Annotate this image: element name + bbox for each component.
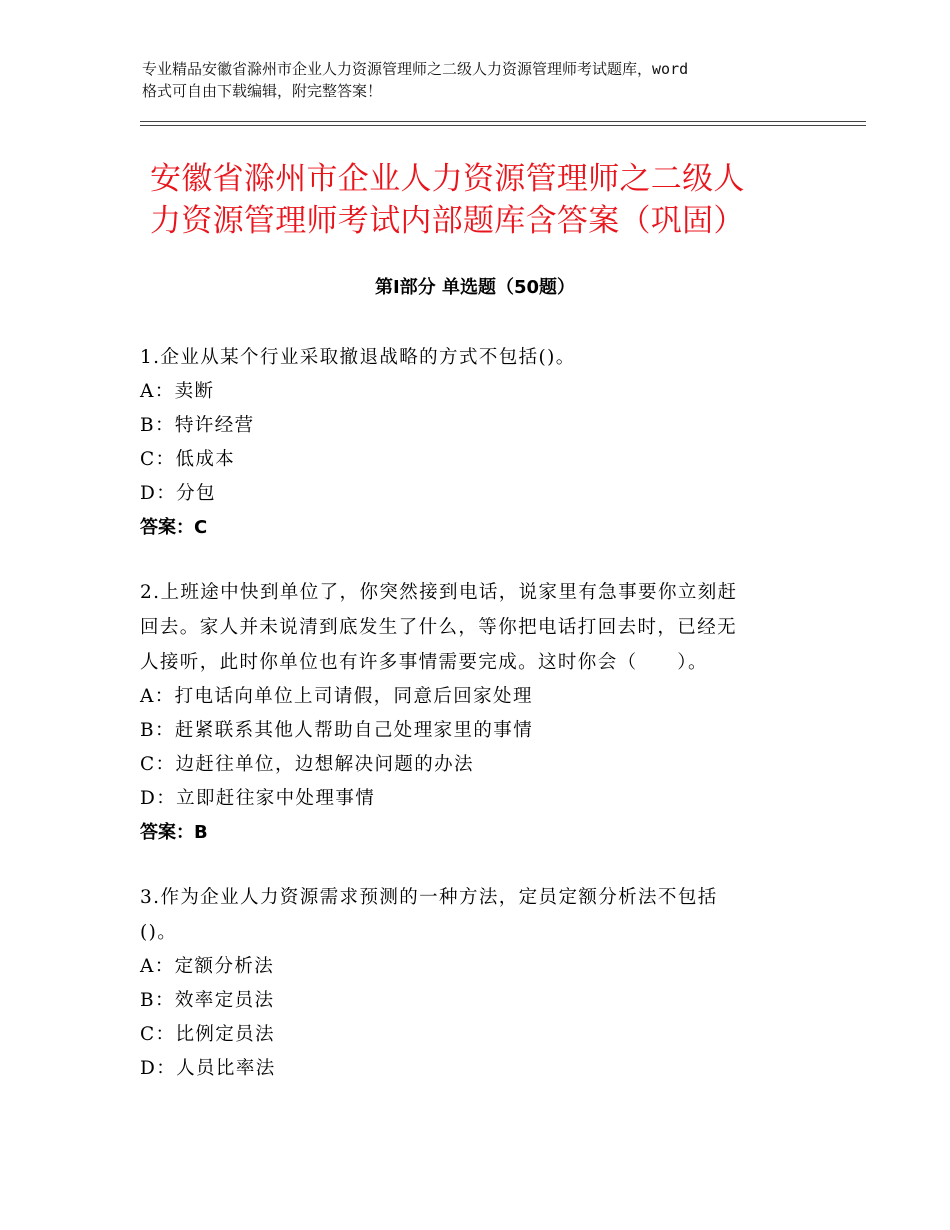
question-list xyxy=(140,340,820,1116)
question-item xyxy=(140,880,820,1086)
section-heading: 第Ⅰ部分 单选题（50题） xyxy=(374,277,575,298)
option-a: A：卖断 xyxy=(140,381,215,402)
option-c: C：边赶往单位，边想解决问题的办法 xyxy=(140,754,474,775)
header-divider xyxy=(140,121,866,122)
option-a: A：定额分析法 xyxy=(140,956,275,977)
question-stem-line: 1.企业从某个行业采取撤退战略的方式不包括()。 xyxy=(140,347,576,368)
question-stem xyxy=(140,880,820,950)
answer-line: 答案：B xyxy=(140,822,208,843)
option-b: B：赶紧联系其他人帮助自己处理家里的事情 xyxy=(140,720,534,741)
header-divider xyxy=(140,125,866,126)
option-b: B：特许经营 xyxy=(140,415,255,436)
header-note-line: 格式可自由下载编辑，附完整答案！ xyxy=(142,82,383,100)
question-stem-line: 3.作为企业人力资源需求预测的一种方法，定员定额分析法不包括 xyxy=(140,887,718,908)
question-stem-line: 2.上班途中快到单位了，你突然接到电话，说家里有急事要你立刻赶 xyxy=(140,582,738,603)
option-b: B：效率定员法 xyxy=(140,990,275,1011)
question-stem-line: ()。 xyxy=(140,922,178,943)
question-item xyxy=(140,575,820,850)
option-c: C：低成本 xyxy=(140,449,236,470)
document-title xyxy=(150,158,830,242)
header-note xyxy=(142,58,842,102)
option-d: D：立即赶往家中处理事情 xyxy=(140,788,376,809)
question-stem-line: 回去。家人并未说清到底发生了什么，等你把电话打回去时，已经无 xyxy=(140,617,738,638)
question-stem xyxy=(140,340,820,375)
question-stem-line: 人接听，此时你单位也有许多事情需要完成。这时你会（ ）。 xyxy=(140,652,708,673)
option-a: A：打电话向单位上司请假，同意后回家处理 xyxy=(140,686,533,707)
document-title-line: 安徽省滁州市企业人力资源管理师之二级人 xyxy=(150,161,745,197)
question-item xyxy=(140,340,820,545)
option-d: D：分包 xyxy=(140,483,216,504)
option-c: C：比例定员法 xyxy=(140,1024,275,1045)
question-stem xyxy=(140,575,820,680)
answer-line: 答案：C xyxy=(140,517,208,538)
header-note-line: 专业精品安徽省滁州市企业人力资源管理师之二级人力资源管理师考试题库，word xyxy=(142,60,689,78)
option-d: D：人员比率法 xyxy=(140,1058,276,1079)
document-title-line: 力资源管理师考试内部题库含答案（巩固） xyxy=(150,203,745,239)
